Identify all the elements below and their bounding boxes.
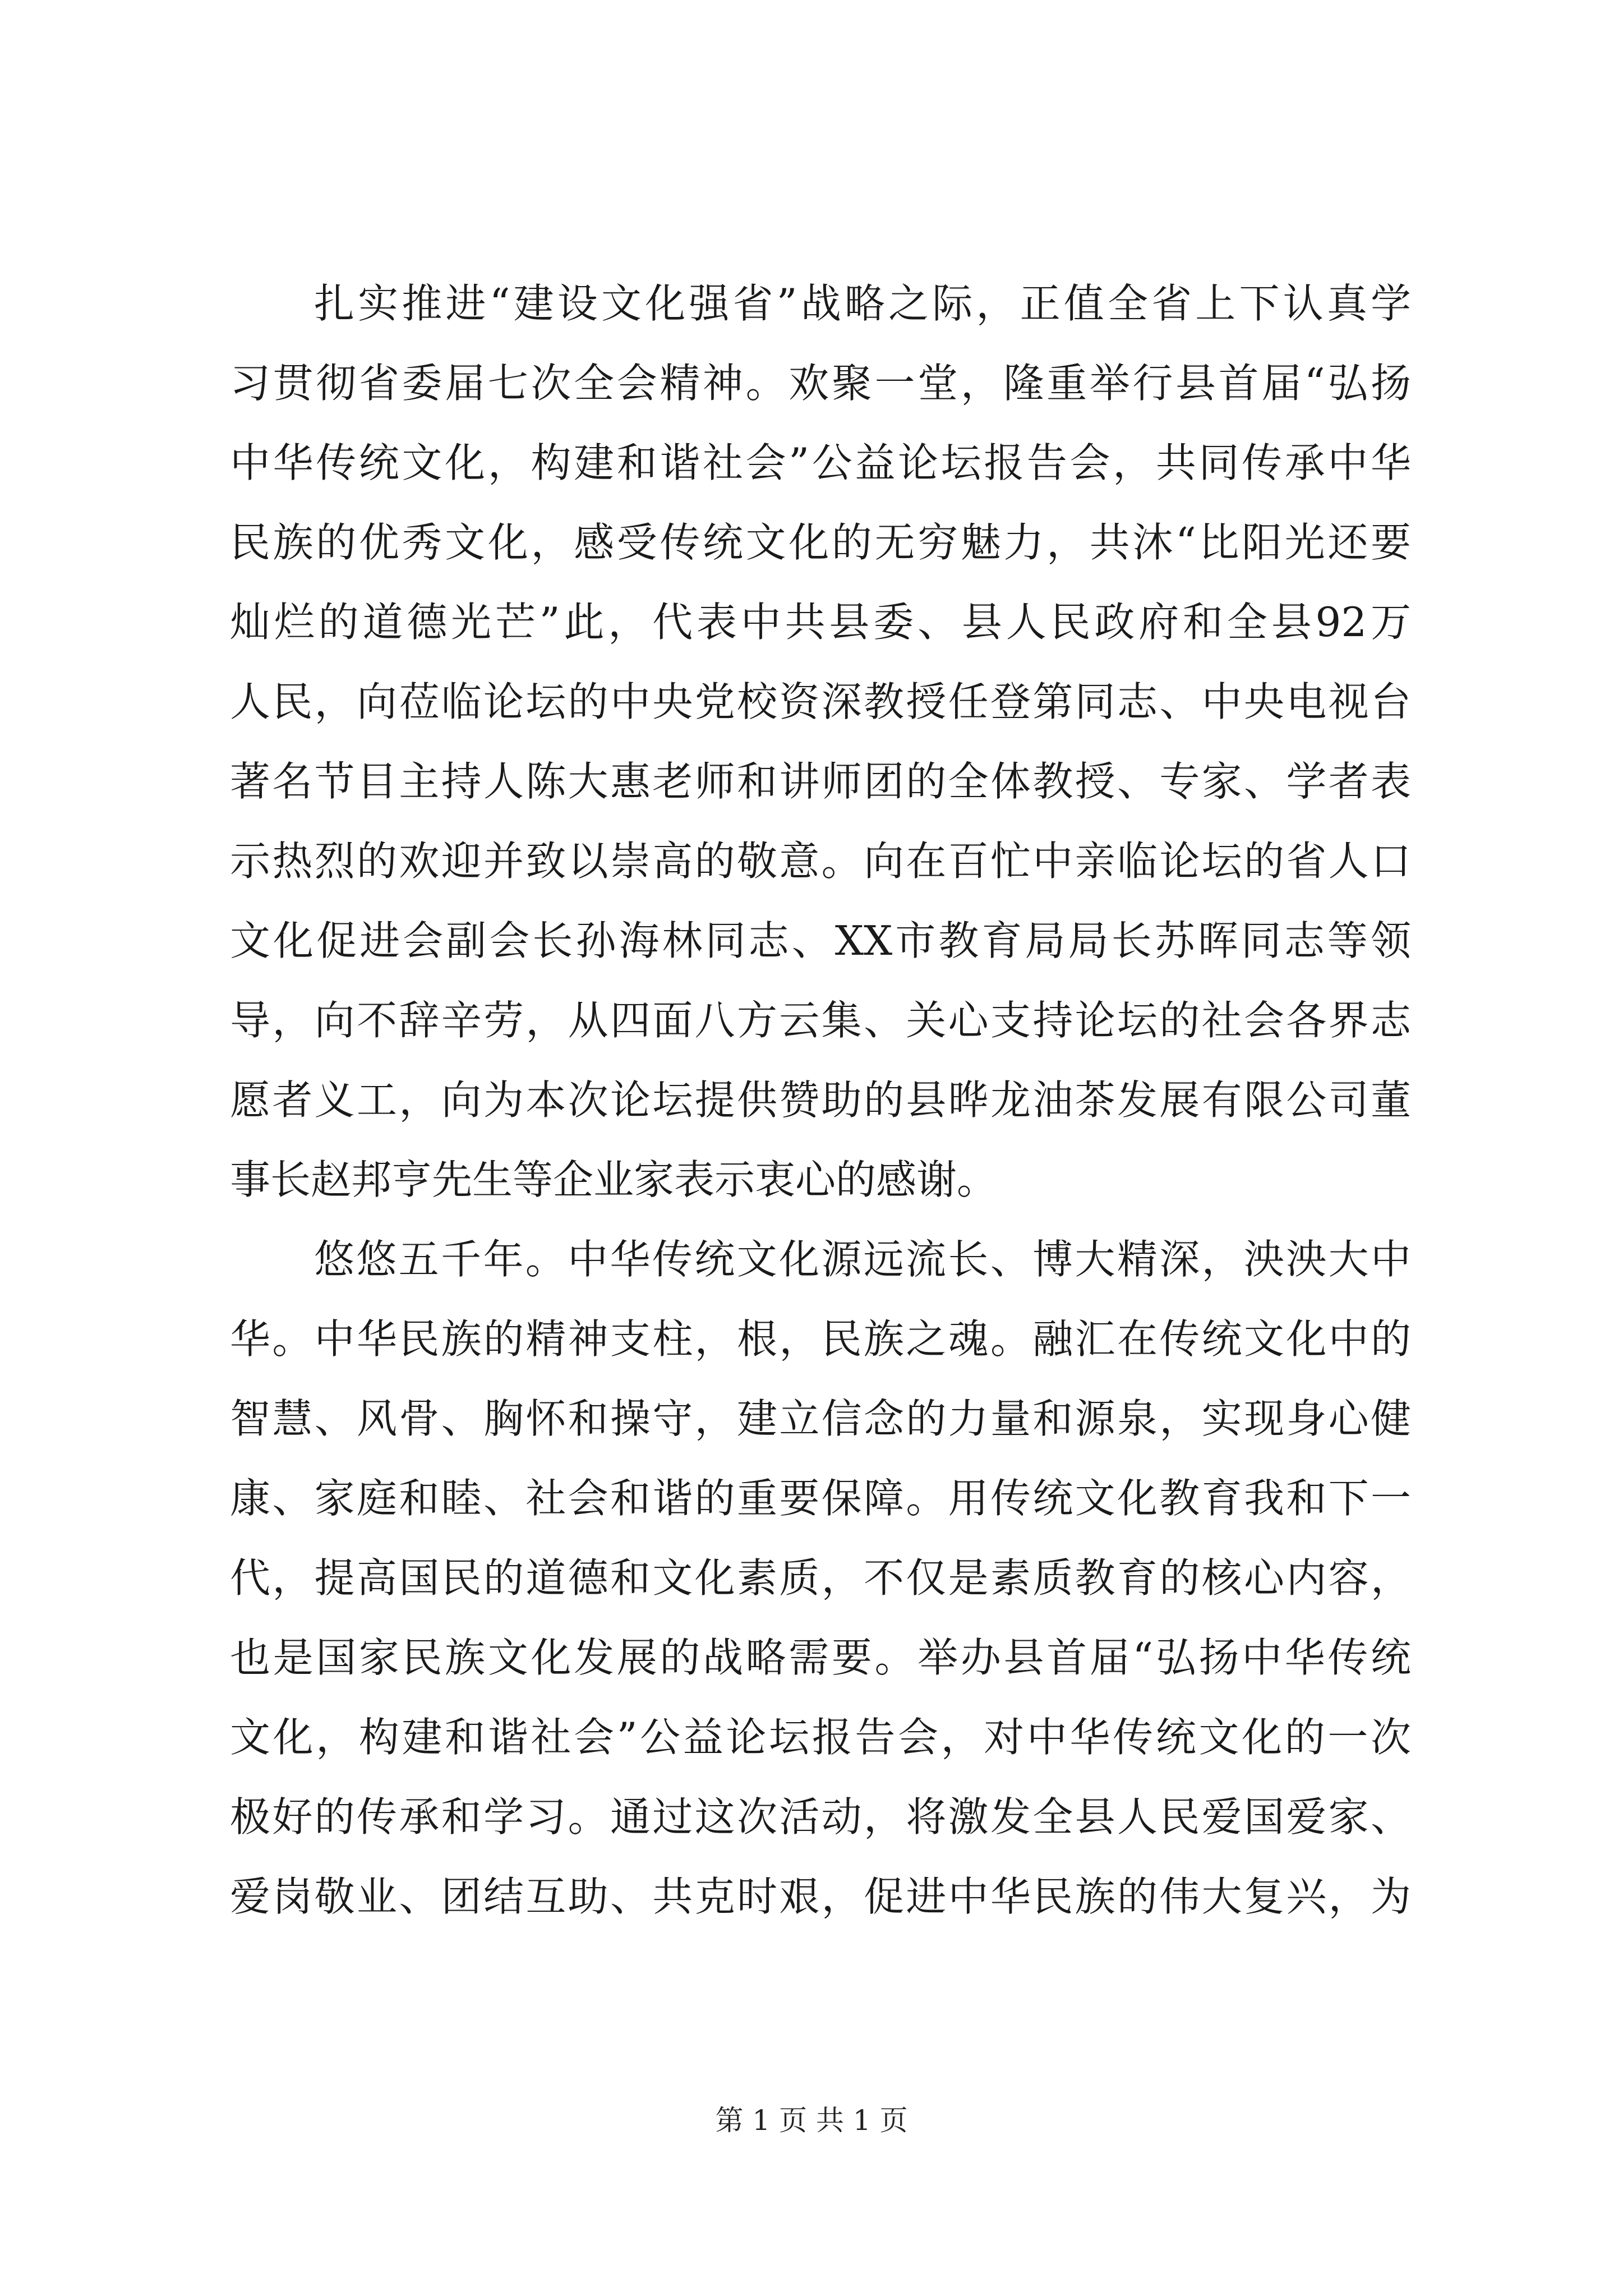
paragraph-2-line-3: 智慧、风骨、胸怀和操守，建立信念的力量和源泉，实现身心健 [230, 1395, 1411, 1442]
paragraph-1-line-2: 习贯彻省委届七次全会精神。欢聚一堂，隆重举行县首届“弘扬 [230, 360, 1411, 407]
paragraph-1-line-6: 人民，向莅临论坛的中央党校资深教授任登第同志、中央电视台 [230, 678, 1411, 725]
paragraph-1-line-12: 事长赵邦亨先生等企业家表示衷心的感谢。 [230, 1156, 998, 1203]
paragraph-1-line-3: 中华传统文化，构建和谐社会”公益论坛报告会，共同传承中华 [230, 439, 1411, 486]
document-body [230, 264, 1411, 1936]
paragraph-1-line-8: 示热烈的欢迎并致以崇高的敬意。向在百忙中亲临论坛的省人口 [230, 838, 1411, 885]
paragraph-2-line-9: 爱岗敬业、团结互助、共克时艰，促进中华民族的伟大复兴，为 [230, 1873, 1411, 1920]
paragraph-1-line-10: 导，向不辞辛劳，从四面八方云集、关心支持论坛的社会各界志 [230, 997, 1411, 1044]
paragraph-1-line-7: 著名节目主持人陈大惠老师和讲师团的全体教授、专家、学者表 [230, 758, 1411, 805]
page-footer [0, 2101, 1623, 2140]
paragraph-2-line-1: 悠悠五千年。中华传统文化源远流长、博大精深，泱泱大中 [314, 1236, 1411, 1283]
page-number-label: 第 1 页 共 1 页 [715, 2104, 908, 2137]
paragraph-1-line-1: 扎实推进“建设文化强省”战略之际，正值全省上下认真学 [314, 280, 1411, 327]
paragraph-2-line-2: 华。中华民族的精神支柱，根，民族之魂。融汇在传统文化中的 [230, 1315, 1411, 1363]
paragraph-2-line-4: 康、家庭和睦、社会和谐的重要保障。用传统文化教育我和下一 [230, 1475, 1411, 1522]
paragraph-1-line-4: 民族的优秀文化，感受传统文化的无穷魅力，共沐“比阳光还要 [230, 519, 1411, 566]
paragraph-1-line-5: 灿烂的道德光芒”此，代表中共县委、县人民政府和全县92万 [230, 599, 1411, 646]
paragraph-1-line-11: 愿者义工，向为本次论坛提供赞助的县晔龙油茶发展有限公司董 [230, 1076, 1411, 1124]
paragraph-2-line-5: 代，提高国民的道德和文化素质，不仅是素质教育的核心内容， [230, 1554, 1411, 1602]
paragraph-2-line-7: 文化，构建和谐社会”公益论坛报告会，对中华传统文化的一次 [230, 1714, 1411, 1761]
paragraph-2-line-6: 也是国家民族文化发展的战略需要。举办县首届“弘扬中华传统 [230, 1634, 1411, 1681]
paragraph-1-line-9: 文化促进会副会长孙海林同志、XX市教育局局长苏晖同志等领 [230, 917, 1411, 964]
paragraph-2-line-8: 极好的传承和学习。通过这次活动，将激发全县人民爱国爱家、 [230, 1793, 1411, 1841]
